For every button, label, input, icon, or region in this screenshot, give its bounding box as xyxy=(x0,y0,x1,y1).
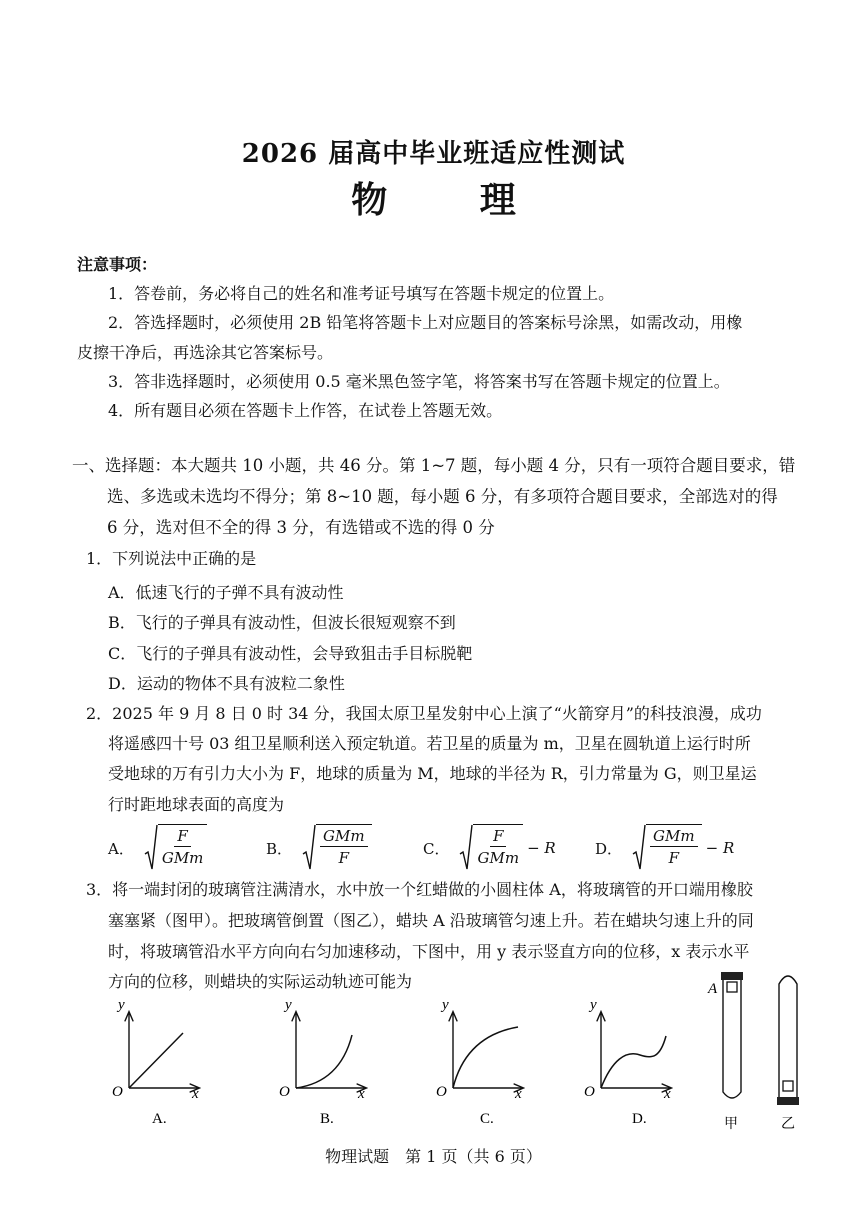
question-2-stem: 受地球的万有引力大小为 F，地球的质量为 M，地球的半径为 R，引力常量为 G，则卫星运 xyxy=(108,764,757,783)
origin-label: O xyxy=(584,1084,595,1100)
x-axis-label: x xyxy=(664,1086,671,1102)
question-3-stem: 方向的位移，则蜡块的实际运动轨迹可能为 xyxy=(108,972,413,991)
wax-block xyxy=(727,982,737,992)
graph-option-label: D. xyxy=(632,1111,647,1127)
exam-title: 2026 届高中毕业班适应性测试 xyxy=(241,139,626,169)
question-2-stem: 行时距地球表面的高度为 xyxy=(108,795,285,814)
glass-tube-yi xyxy=(777,976,799,1132)
caption-jia: 甲 xyxy=(724,1116,738,1132)
graph-a xyxy=(112,997,199,1127)
notice-item: 4．所有题目必须在答题卡上作答，在试卷上答题无效。 xyxy=(108,401,503,420)
numerator: GMm xyxy=(650,827,698,847)
x-axis-label: x xyxy=(515,1086,522,1102)
graph-d xyxy=(584,997,671,1127)
graph-c xyxy=(436,997,522,1127)
question-2-stem: 将遥感四十号 03 组卫星顺利送入预定轨道。若卫星的质量为 m，卫星在圆轨道上运行时所 xyxy=(108,734,751,753)
question-3-stem: 塞塞紧（图甲）。把玻璃管倒置（图乙），蜡块 A 沿玻璃管匀速上升。若在蜡块匀速上升的同 xyxy=(108,911,754,930)
denominator: GMm xyxy=(161,849,204,867)
question-1-stem: 1．下列说法中正确的是 xyxy=(86,549,257,568)
x-axis-label: x xyxy=(358,1086,365,1102)
notice-item: 2．答选择题时，必须使用 2B 铅笔将答题卡上对应题目的答案标号涂黑，如需改动，用橡 xyxy=(108,313,743,332)
subject-title: 物 理 xyxy=(351,179,556,221)
graph-option-label: C. xyxy=(480,1111,494,1127)
origin-label: O xyxy=(436,1084,447,1100)
section-instructions: 6 分，选对但不全的得 3 分，有选错或不选的得 0 分 xyxy=(107,518,495,537)
section-instructions: 一、选择题：本大题共 10 小题，共 46 分。第 1~7 题，每小题 4 分，只有一项符合题目要求，错 xyxy=(72,456,796,475)
notice-heading: 注意事项： xyxy=(77,255,158,274)
notice-item: 皮擦干净后，再选涂其它答案标号。 xyxy=(77,343,334,362)
origin-label: O xyxy=(112,1084,123,1100)
denominator: F xyxy=(338,849,350,867)
y-axis-label: y xyxy=(590,997,597,1013)
option-label: C． xyxy=(423,839,450,858)
notice-item: 3．答非选择题时，必须使用 0.5 毫米黑色签字笔，将答案书写在答题卡规定的位置上。 xyxy=(108,372,730,391)
page-footer: 物理试题 第 1 页（共 6 页） xyxy=(325,1147,542,1166)
block-label: A xyxy=(708,981,718,997)
question-1-option-c: C．飞行的子弹具有波动性，会导致狙击手目标脱靶 xyxy=(108,644,473,663)
trajectory-d xyxy=(601,1036,666,1088)
glass-tube-jia xyxy=(707,972,743,1132)
wax-block xyxy=(783,1081,793,1091)
y-axis-label: y xyxy=(285,997,292,1013)
option-label: A． xyxy=(108,839,134,858)
numerator: F xyxy=(174,827,190,847)
section-instructions: 选、多选或未选均不得分；第 8~10 题，每小题 6 分，有多项符合题目要求，全部选对的得 xyxy=(107,487,778,506)
denominator: GMm xyxy=(477,849,520,867)
y-axis-label: y xyxy=(118,997,125,1013)
trajectory-c xyxy=(453,1027,518,1088)
trajectory-a xyxy=(129,1033,183,1088)
graph-option-label: A. xyxy=(152,1111,167,1127)
minus-r: − R xyxy=(527,839,556,857)
question-3-stem: 3．将一端封闭的玻璃管注满清水，水中放一个红蜡做的小圆柱体 A，将玻璃管的开口端用橡胶 xyxy=(86,880,753,899)
numerator: F xyxy=(490,827,506,847)
question-1-option-a: A．低速飞行的子弹不具有波动性 xyxy=(108,583,344,602)
option-label: D． xyxy=(595,839,623,858)
denominator: F xyxy=(668,849,680,867)
question-1-option-b: B．飞行的子弹具有波动性，但波长很短观察不到 xyxy=(108,613,456,632)
trajectory-b xyxy=(296,1035,352,1088)
x-axis-label: x xyxy=(192,1086,199,1102)
y-axis-label: y xyxy=(442,997,449,1013)
caption-yi: 乙 xyxy=(781,1116,795,1132)
question-1-option-d: D．运动的物体不具有波粒二象性 xyxy=(108,674,345,693)
minus-r: − R xyxy=(705,839,735,857)
notice-item: 1．答卷前，务必将自己的姓名和准考证号填写在答题卡规定的位置上。 xyxy=(108,284,615,303)
option-label: B． xyxy=(266,839,293,858)
numerator: GMm xyxy=(320,827,368,847)
origin-label: O xyxy=(279,1084,290,1100)
question-2-stem: 2．2025 年 9 月 8 日 0 时 34 分，我国太原卫星发射中心上演了“火箭穿月”的科技浪漫，成功 xyxy=(86,704,762,723)
graph-option-label: B. xyxy=(320,1111,334,1127)
question-3-stem: 时，将玻璃管沿水平方向向右匀加速移动，下图中，用 y 表示竖直方向的位移，x 表示水平 xyxy=(108,942,750,961)
graph-b xyxy=(279,997,365,1127)
